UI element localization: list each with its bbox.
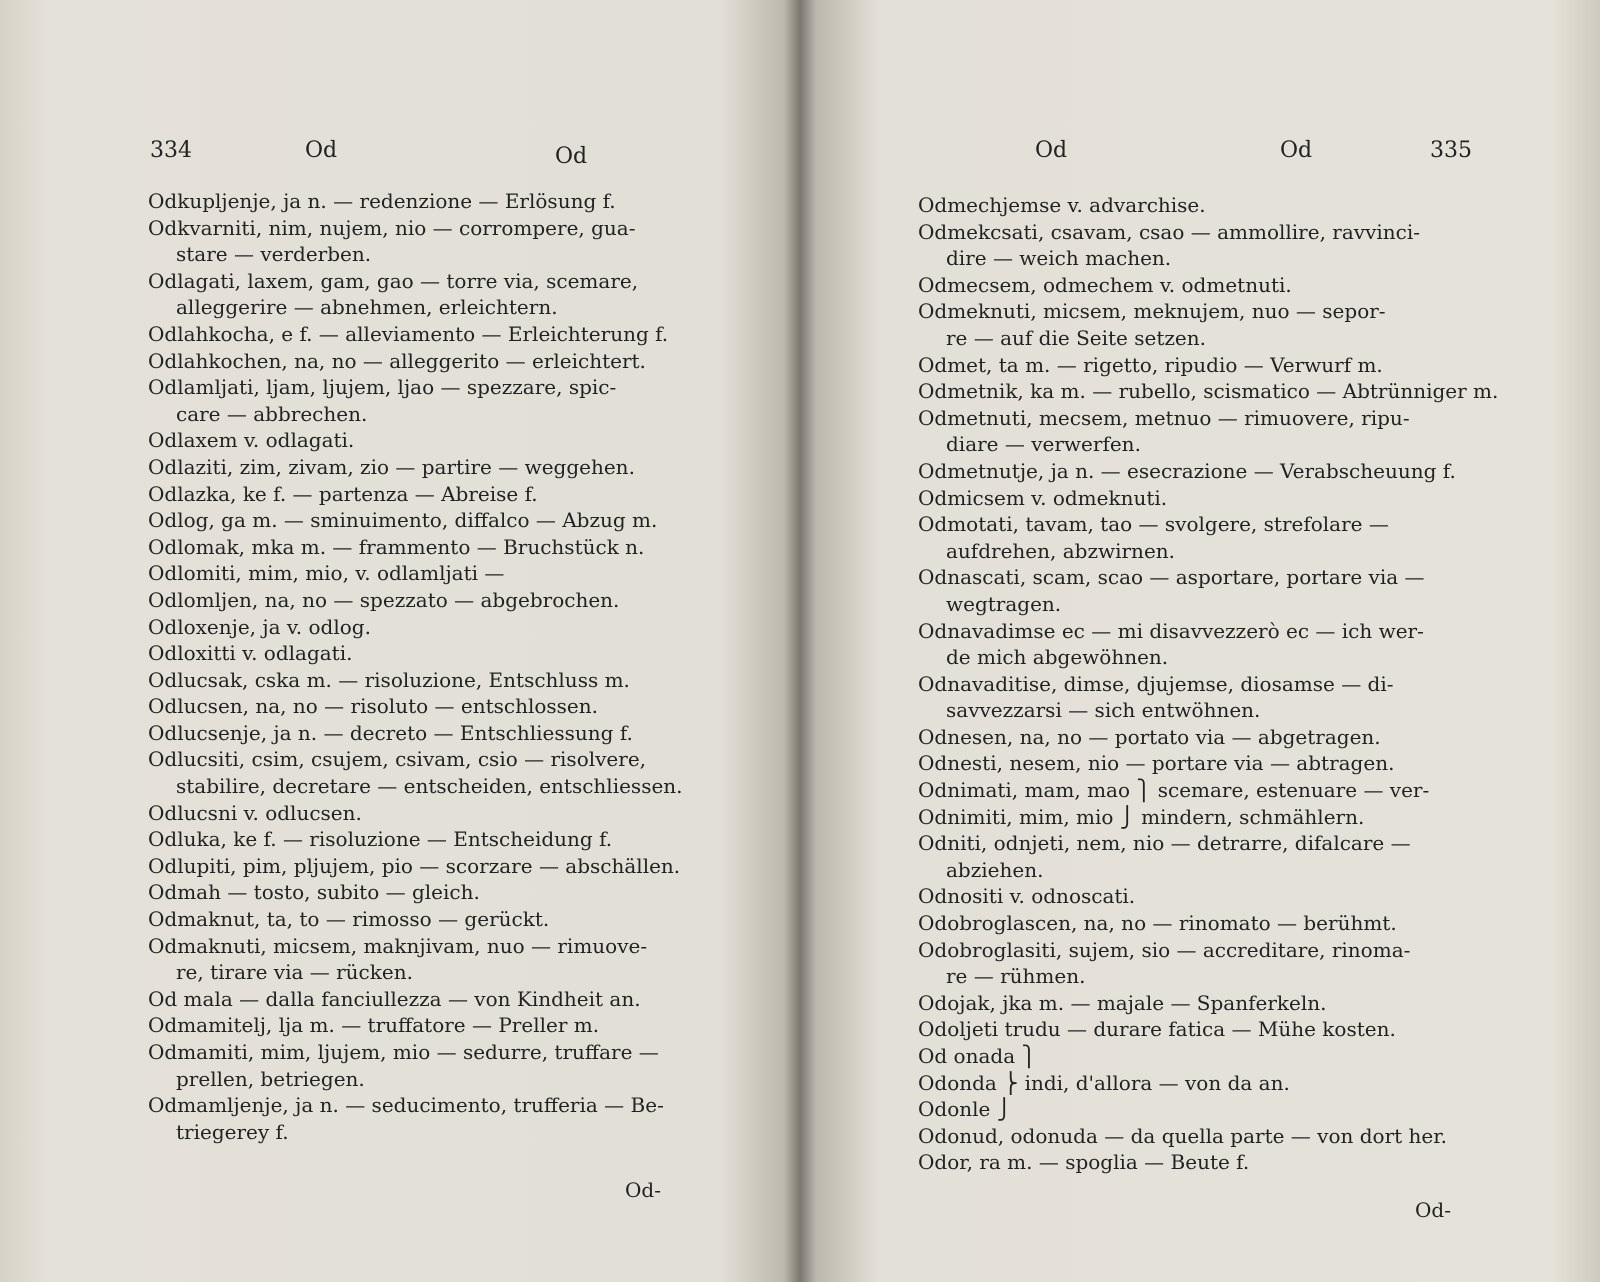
entry-line: Odnimati, mam, mao ⎫ scemare, estenuare — ver-	[918, 778, 1430, 803]
entry-line: Odluka, ke f. — risoluzione — Entscheidung f.	[148, 827, 613, 852]
entry-line: savvezzarsi — sich entwöhnen.	[946, 698, 1261, 723]
entry-line: Odmah — tosto, subito — gleich.	[148, 880, 480, 905]
entry-line: dire — weich machen.	[946, 246, 1172, 271]
entry-line: Odmet, ta m. — rigetto, ripudio — Verwurf m.	[918, 352, 1383, 377]
page-number-left: 334	[150, 138, 192, 163]
entry-line: prellen, betriegen.	[176, 1066, 365, 1091]
entry-line: alleggerire — abnehmen, erleichtern.	[176, 295, 558, 320]
entry-line: Odlucsni v. odlucsen.	[148, 800, 362, 825]
entry-line: Odlamljati, ljam, ljujem, ljao — spezzare, spic-	[148, 375, 617, 400]
entry-line: Od mala — dalla fanciullezza — von Kindheit an.	[148, 986, 641, 1011]
entry-line: Odlucsiti, csim, csujem, csivam, csio — risolvere,	[148, 747, 647, 772]
entry-line: re, tirare via — rücken.	[176, 960, 413, 985]
entry-line: Odnavaditise, dimse, djujemse, diosamse — di-	[918, 671, 1394, 696]
entry-line: Odmaknut, ta, to — rimosso — gerückt.	[148, 907, 550, 932]
entry-line: Odnavadimse ec — mi disavvezzerò ec — ich wer-	[918, 618, 1424, 643]
entry-line: Odlucsen, na, no — risoluto — entschlossen.	[148, 694, 598, 719]
entry-line: Odloxenje, ja v. odlog.	[148, 614, 371, 639]
entry-line: stabilire, decretare — entscheiden, entschliessen.	[176, 774, 683, 799]
entry-line: Odonle ⎭	[918, 1097, 1012, 1122]
entry-line: Odnascati, scam, scao — asportare, portare via —	[918, 565, 1425, 590]
entry-line: Odmetnik, ka m. — rubello, scismatico — Abtrünniger m.	[918, 379, 1499, 404]
running-head-center-right: Od	[1280, 138, 1313, 163]
entry-line: Odnesen, na, no — portato via — abgetragen.	[918, 724, 1381, 749]
entry-line: Odloxitti v. odlagati.	[148, 641, 353, 666]
entry-line: Odmecsem, odmechem v. odmetnuti.	[918, 272, 1292, 297]
entry-line: Odlaziti, zim, zivam, zio — partire — weggehen.	[148, 454, 635, 479]
entry-line: de mich abgewöhnen.	[946, 645, 1169, 670]
entry-line: Odmamljenje, ja n. — seducimento, trufferia — Be-	[148, 1093, 664, 1118]
entry-line: aufdrehen, abzwirnen.	[946, 538, 1176, 563]
entry-line: Odmamitelj, lja m. — truffatore — Preller m.	[148, 1013, 600, 1038]
running-head-right: Od	[1035, 138, 1068, 163]
entry-line: Odmechjemse v. advarchise.	[918, 193, 1206, 217]
entry-line: Odlog, ga m. — sminuimento, diffalco — Abzug m.	[148, 508, 658, 533]
entry-line: Odonda ⎬ indi, d'allora — von da an.	[918, 1070, 1290, 1095]
entry-line: Odnesti, nesem, nio — portare via — abtragen.	[918, 751, 1395, 776]
entry-line: Odniti, odnjeti, nem, nio — detrarre, difalcare —	[918, 831, 1411, 856]
entry-line: care — abbrechen.	[176, 401, 368, 426]
entry-line: Odobroglascen, na, no — rinomato — berühmt.	[918, 911, 1397, 936]
entry-line: Odlagati, laxem, gam, gao — torre via, scemare,	[148, 268, 639, 293]
catchword-right: Od-	[1415, 1198, 1451, 1222]
entry-line: Odlucsenje, ja n. — decreto — Entschliessung f.	[148, 720, 633, 745]
right-entries	[918, 192, 1518, 1176]
entry-line: Odlahkocha, e f. — alleviamento — Erleichterung f.	[148, 321, 669, 346]
entry-line: Odoljeti trudu — durare fatica — Mühe kosten.	[918, 1017, 1396, 1042]
entry-line: Odlomiti, mim, mio, v. odlamljati —	[148, 561, 505, 586]
entry-line: Odnimiti, mim, mio ⎭ mindern, schmählern.	[918, 804, 1365, 829]
entry-line: Odojak, jka m. — majale — Spanferkeln.	[918, 990, 1327, 1015]
entry-line: Odkupljenje, ja n. — redenzione — Erlösung f.	[148, 189, 616, 213]
entry-line: Odkvarniti, nim, nujem, nio — corrompere, gua-	[148, 215, 636, 240]
entry-line: re — auf die Seite setzen.	[946, 325, 1206, 350]
entry-line: Odobroglasiti, sujem, sio — accreditare, rinoma-	[918, 937, 1411, 962]
entry-line: Odlaxem v. odlagati.	[148, 428, 355, 453]
entry-line: Odlucsak, cska m. — risoluzione, Entschluss m.	[148, 667, 630, 692]
entry-line: Odonud, odonuda — da quella parte — von dort her.	[918, 1123, 1447, 1148]
entry-line: diare — verwerfen.	[946, 432, 1141, 457]
entry-line: Odmicsem v. odmeknuti.	[918, 485, 1168, 510]
entry-line: abziehen.	[946, 857, 1044, 882]
entry-line: Odmaknuti, micsem, maknjivam, nuo — rimuove-	[148, 933, 648, 958]
entry-line: stare — verderben.	[176, 242, 372, 267]
entry-line: Odlahkochen, na, no — alleggerito — erleichtert.	[148, 348, 646, 373]
entry-line: Odlupiti, pim, pljujem, pio — scorzare — abschällen.	[148, 853, 681, 878]
running-head-center-left: Od	[555, 144, 588, 169]
running-head-left: Od	[305, 138, 338, 163]
page-number-right: 335	[1430, 138, 1472, 163]
entry-line: wegtragen.	[946, 591, 1062, 616]
entry-line: Odmotati, tavam, tao — svolgere, strefolare —	[918, 512, 1389, 537]
entry-line: Odor, ra m. — spoglia — Beute f.	[918, 1150, 1250, 1175]
entry-line: Odmekcsati, csavam, csao — ammollire, ravvinci-	[918, 219, 1421, 244]
entry-line: Odlomak, mka m. — frammento — Bruchstück n.	[148, 534, 645, 559]
entry-line: Od onada ⎫	[918, 1044, 1037, 1068]
catchword-left: Od-	[625, 1178, 661, 1202]
entry-line: triegerey f.	[176, 1119, 289, 1144]
entry-line: Odnositi v. odnoscati.	[918, 884, 1136, 909]
entry-line: Odmamiti, mim, ljujem, mio — sedurre, truffare —	[148, 1040, 659, 1064]
entry-line: Odmetnutje, ja n. — esecrazione — Verabscheuung f.	[918, 458, 1456, 483]
entry-line: re — rühmen.	[946, 964, 1086, 989]
entry-line: Odmeknuti, micsem, meknujem, nuo — sepor-	[918, 299, 1386, 324]
entry-line: Odmetnuti, mecsem, metnuo — rimuovere, ripu-	[918, 405, 1410, 430]
entry-line: Odlazka, ke f. — partenza — Abreise f.	[148, 481, 538, 506]
left-entries	[148, 188, 728, 1145]
entry-line: Odlomljen, na, no — spezzato — abgebrochen.	[148, 587, 620, 612]
